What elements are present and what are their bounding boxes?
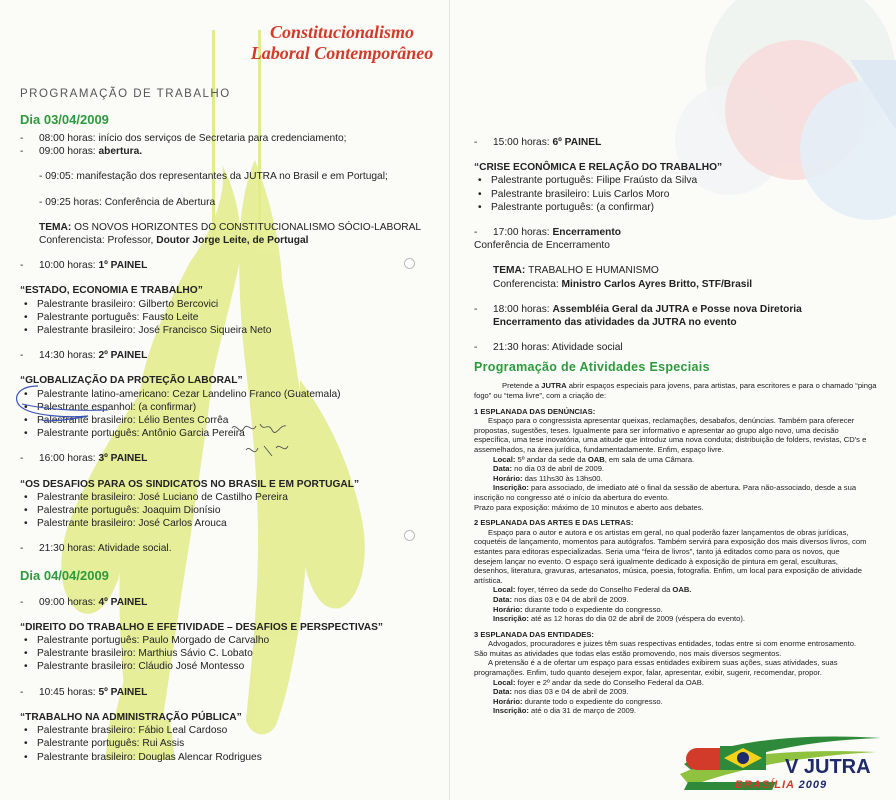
schedule-line: - 21:30 horas: Atividade social. — [20, 542, 440, 555]
session-title: “TRABALHO NA ADMINISTRAÇÃO PÚBLICA” — [20, 711, 242, 723]
session-title: “ESTADO, ECONOMIA E TRABALHO” — [20, 285, 203, 297]
schedule-line: TEMA: TRABALHO E HUMANISMO — [493, 265, 659, 277]
esplanada-title: 1 ESPLANADA DAS DENÚNCIAS: — [474, 406, 596, 416]
schedule-line: - 09:00 horas: abertura. — [20, 145, 440, 158]
logo-city: BRASÍLIA — [735, 779, 795, 791]
esplanada-registration: Inscrição: para associado, de imediato até o final da sessão de abertura. Para não-associado, desde a sua — [493, 483, 857, 493]
special-activities-heading: Programação de Atividades Especiais — [474, 360, 710, 375]
esplanada-date: Data: nos dias 03 e 04 de abril de 2009. — [493, 594, 629, 604]
page-fold — [449, 0, 450, 800]
brochure-title — [242, 22, 442, 64]
esplanada-time: Horário: durante todo o expediente do congresso. — [493, 604, 663, 614]
title-line-2: Laboral Contemporâneo — [250, 43, 434, 63]
esplanada-date: Data: nos dias 03 e 04 de abril de 2009. — [493, 687, 629, 697]
right-column — [474, 136, 889, 716]
esplanada-text: coquetéis de lançamento, momentos para autógrafos. Também servirá para exposição dos mais diversos livros, com — [474, 537, 867, 547]
schedule-line: - 14:30 horas: 2º PAINEL — [20, 349, 440, 362]
schedule-line: TEMA: OS NOVOS HORIZONTES DO CONSTITUCIONALISMO SÓCIO-LABORAL — [39, 221, 422, 233]
esplanada-registration: Inscrição: até as 12 horas do dia 02 de abril de 2009 (véspera do evento). — [493, 614, 746, 624]
logo-city-year — [735, 779, 827, 791]
speaker-item: • Palestrante brasileiro: José Luciano de Castilho Pereira — [20, 491, 440, 504]
speaker-item: • Palestrante brasileiro: Fábio Leal Cardoso — [20, 724, 440, 737]
speaker-item: • Palestrante português: Filipe Fraústo da Silva — [474, 174, 889, 187]
esplanada-text: Espaço para o congressista apresentar queixas, reclamações, desabafos, denúncias. Também para oferecer — [488, 416, 855, 426]
speaker-item: • Palestrante brasileiro: Lélio Bentes Corrêa — [20, 414, 440, 427]
esplanada-text: artística. — [474, 575, 503, 585]
day-heading: Dia 03/04/2009 — [20, 112, 109, 127]
speaker-item: • Palestrante português: Paulo Morgado de Carvalho — [20, 634, 440, 647]
schedule-line: - 09:05: manifestação dos representantes da JUTRA no Brasil e em Portugal; — [39, 171, 388, 183]
schedule-line: Conferencista: Ministro Carlos Ayres Britto, STF/Brasil — [493, 278, 753, 290]
schedule-line: - 09:25 horas: Conferência de Abertura — [39, 196, 216, 208]
speaker-item: • Palestrante português: Antônio Garcia Pereira — [20, 427, 440, 440]
schedule-line: - 21:30 horas: Atividade social — [474, 341, 889, 354]
schedule-line: - 08:00 horas: início dos serviços de Secretaria para credenciamento; — [20, 132, 440, 145]
schedule-line: Encerramento das atividades da JUTRA no evento — [493, 317, 737, 329]
esplanada-text: Espaço para o autor e autora e os artistas em geral, no qual poderão fazer lançamentos de obras jurídicas, — [488, 527, 849, 537]
speaker-item: • Palestrante brasileiro: Luis Carlos Moro — [474, 188, 889, 201]
speaker-item: • Palestrante espanhol: (a confirmar) — [20, 401, 440, 414]
speaker-item: • Palestrante português: (a confirmar) — [474, 201, 889, 214]
esplanada-title: 2 ESPLANADA DAS ARTES E DAS LETRAS: — [474, 518, 634, 528]
intro-line: fogo” ou “tema livre”, com a criação de: — [474, 391, 607, 401]
speaker-item: • Palestrante latino-americano: Cezar Landelino Franco (Guatemala) — [20, 388, 440, 401]
esplanada-text: Prazo para exposição: máximo de 10 minutos e aberto aos debates. — [474, 502, 704, 512]
esplanada-text: programações. Enfim, tudo quanto desejem expor, falar, apresentar, exibir, sugerir, recomendar, propor. — [474, 668, 822, 678]
esplanada-time: Horário: das 11hs30 às 13hs00. — [493, 473, 603, 483]
special-activities-body — [474, 381, 889, 716]
esplanada-date: Data: no dia 03 de abril de 2009. — [493, 464, 605, 474]
esplanada-text: A pretensão é a de ofertar um espaço para essas entidades exibirem suas ações, suas atividades, suas — [488, 658, 838, 668]
intro-line: Pretende a JUTRA abrir espaços especiais para jovens, para artistas, para escritores e para o chamado “pinga — [502, 381, 877, 391]
schedule-line: - 09:00 horas: 4º PAINEL — [20, 596, 440, 609]
session-title: “DIREITO DO TRABALHO E EFETIVIDADE – DESAFIOS E PERSPECTIVAS” — [20, 621, 384, 633]
schedule-line: - 15:00 horas: 6º PAINEL — [474, 136, 889, 149]
schedule-line: - 16:00 horas: 3º PAINEL — [20, 452, 440, 465]
speaker-item: • Palestrante brasileiro: Gilberto Bercovici — [20, 298, 440, 311]
logo-name: V JUTRA — [785, 756, 871, 778]
esplanada-text: Advogados, procuradores e juizes têm suas respectivas entidades, todas entre si com enorme entrosamento. — [488, 639, 857, 649]
esplanada-text: estantes para editoras especializadas. Seria uma “feira de livros”, tanto já editados como para os novos, que — [474, 546, 840, 556]
day-heading: Dia 04/04/2009 — [20, 567, 109, 583]
title-line-1: Constitucionalismo — [269, 22, 415, 42]
speaker-item: • Palestrante português: Joaquim Dionísio — [20, 504, 440, 517]
speaker-item: • Palestrante brasileiro: José Carlos Arouca — [20, 517, 440, 530]
esplanada-text: desejem lançar no evento. O espaço será igualmente dedicado à exposição de pintura em geral, esculturas, — [474, 556, 838, 566]
esplanada-text: assemelhados, na área jurídica, fundamentadamente. Enfim, espaço livre. — [474, 445, 724, 454]
pen-annotation-note — [226, 418, 306, 470]
session-title: “GLOBALIZAÇÃO DA PROTEÇÃO LABORAL” — [20, 375, 243, 387]
session-title: “CRISE ECONÔMICA E RELAÇÃO DO TRABALHO” — [474, 162, 723, 174]
schedule-line: - 10:00 horas: 1º PAINEL — [20, 259, 440, 272]
speaker-item: • Palestrante brasileiro: Marthius Sávio C. Lobato — [20, 647, 440, 660]
schedule-line: - 18:00 horas: Assembléia Geral da JUTRA e Posse nova Diretoria — [474, 303, 889, 316]
esplanada-local: Local: 5º andar da sede da OAB, em sala de uma Câmara. — [493, 454, 695, 464]
esplanada-local: Local: foyer e 2º andar da sede do Conselho Federal da OAB. — [493, 677, 704, 687]
logo-year: 2009 — [798, 779, 828, 791]
schedule-line: Conferencista: Professor, Doutor Jorge Leite, de Portugal — [39, 235, 309, 247]
speaker-item: • Palestrante brasileiro: Douglas Alencar Rodrigues — [20, 751, 440, 764]
esplanada-text: desenhos, literatura, gravuras, artesanatos, música, poesia, fotografia. Enfim, um local para exposição de atividade — [474, 566, 862, 576]
esplanada-local: Local: foyer, térreo da sede do Conselho Federal da OAB. — [493, 585, 692, 595]
speaker-item: • Palestrante português: Fausto Leite — [20, 311, 440, 324]
schedule-line: Conferência de Encerramento — [474, 240, 610, 252]
esplanada-text: específica, uma tese inovatória, uma atitude que introduz uma nova conduta; distribuição de folders, revistas, CD's e — [474, 435, 867, 445]
schedule-line: - 17:00 horas: Encerramento — [474, 226, 889, 239]
speaker-item: • Palestrante português: Rui Assis — [20, 737, 440, 750]
esplanada-text: inscrição no congresso até o início da abertura do evento. — [474, 492, 670, 502]
esplanada-registration: Inscrição: até o dia 31 de março de 2009. — [493, 706, 637, 716]
speaker-item: • Palestrante brasileiro: Cláudio José Montesso — [20, 660, 440, 673]
esplanada-title: 3 ESPLANADA DAS ENTIDADES: — [474, 629, 594, 639]
session-title: “OS DESAFIOS PARA OS SINDICATOS NO BRASIL E EM PORTUGAL” — [20, 478, 360, 490]
speaker-item: • Palestrante brasileiro: José Francisco Siqueira Neto — [20, 324, 440, 337]
esplanada-time: Horário: durante todo o expediente do congresso. — [493, 696, 663, 706]
schedule-line: - 10:45 horas: 5º PAINEL — [20, 686, 440, 699]
esplanada-text: São muitas as atividades que todas elas estão promovendo, nos mais diversos segmentos. — [474, 648, 782, 658]
program-title: PROGRAMAÇÃO DE TRABALHO — [20, 88, 231, 100]
esplanada-text: propostas, sugestões, teses. Igualmente para ser informativo e apresentar ao grupo algo novo, uma decisão — [474, 425, 839, 435]
